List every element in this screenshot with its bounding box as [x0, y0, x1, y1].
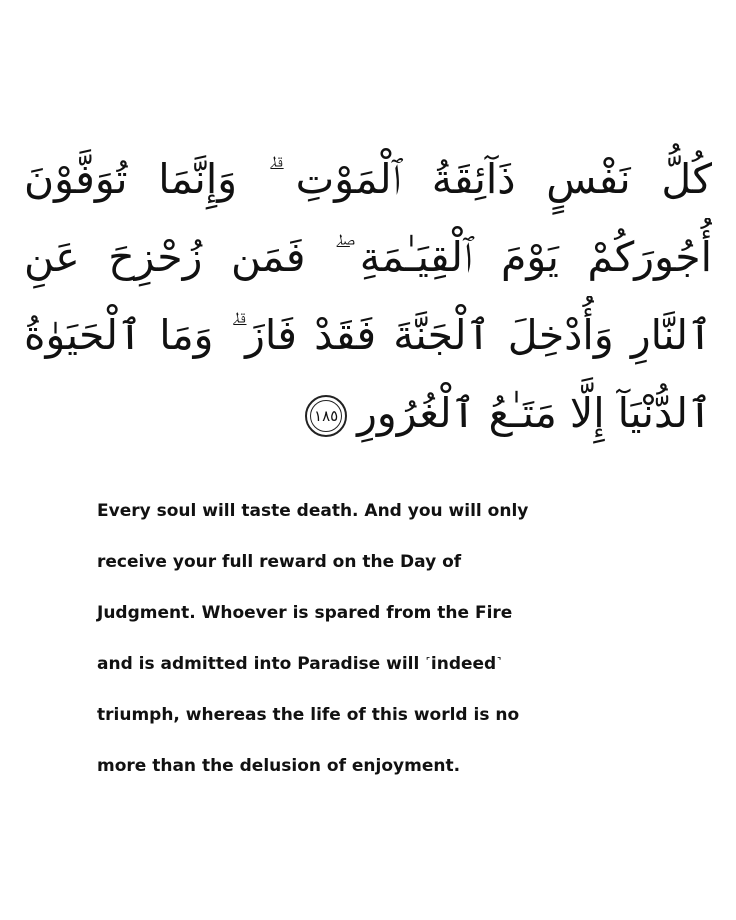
arabic-line-4: ٱلدُّنْيَآ إِلَّا مَتَـٰعُ ٱلْغُرُورِ	[357, 389, 712, 437]
translation-text	[97, 486, 617, 792]
arabic-line-2: أُجُورَكُمْ يَوْمَ ٱلْقِيَـٰمَةِ ۖ فَمَن زُحْزِحَ عَنِ	[24, 233, 712, 281]
arabic-line-1: كُلُّ نَفْسٍ ذَآئِقَةُ ٱلْمَوْتِ ۗ وَإِنَّمَا تُوَفَّوْنَ	[24, 155, 712, 203]
translation-line-5: triumph, whereas the life of this world is no	[97, 705, 520, 725]
translation-line-6: more than the delusion of enjoyment.	[97, 756, 461, 776]
arabic-line-3: ٱلنَّارِ وَأُدْخِلَ ٱلْجَنَّةَ فَقَدْ فَازَ ۗ وَمَا ٱلْحَيَوٰةُ	[24, 311, 712, 359]
ayah-number: ١٨٥	[314, 406, 339, 425]
translation-line-3: Judgment. Whoever is spared from the Fire	[97, 603, 513, 623]
translation-line-1: Every soul will taste death. And you will only	[97, 501, 529, 521]
translation-line-2: receive your full reward on the Day of	[97, 552, 462, 572]
translation-line-4: and is admitted into Paradise will ˹indeed˺	[97, 654, 502, 674]
arabic-verse	[24, 140, 712, 452]
arabic-line-4-row	[24, 374, 712, 452]
ayah-number-marker	[305, 395, 347, 437]
